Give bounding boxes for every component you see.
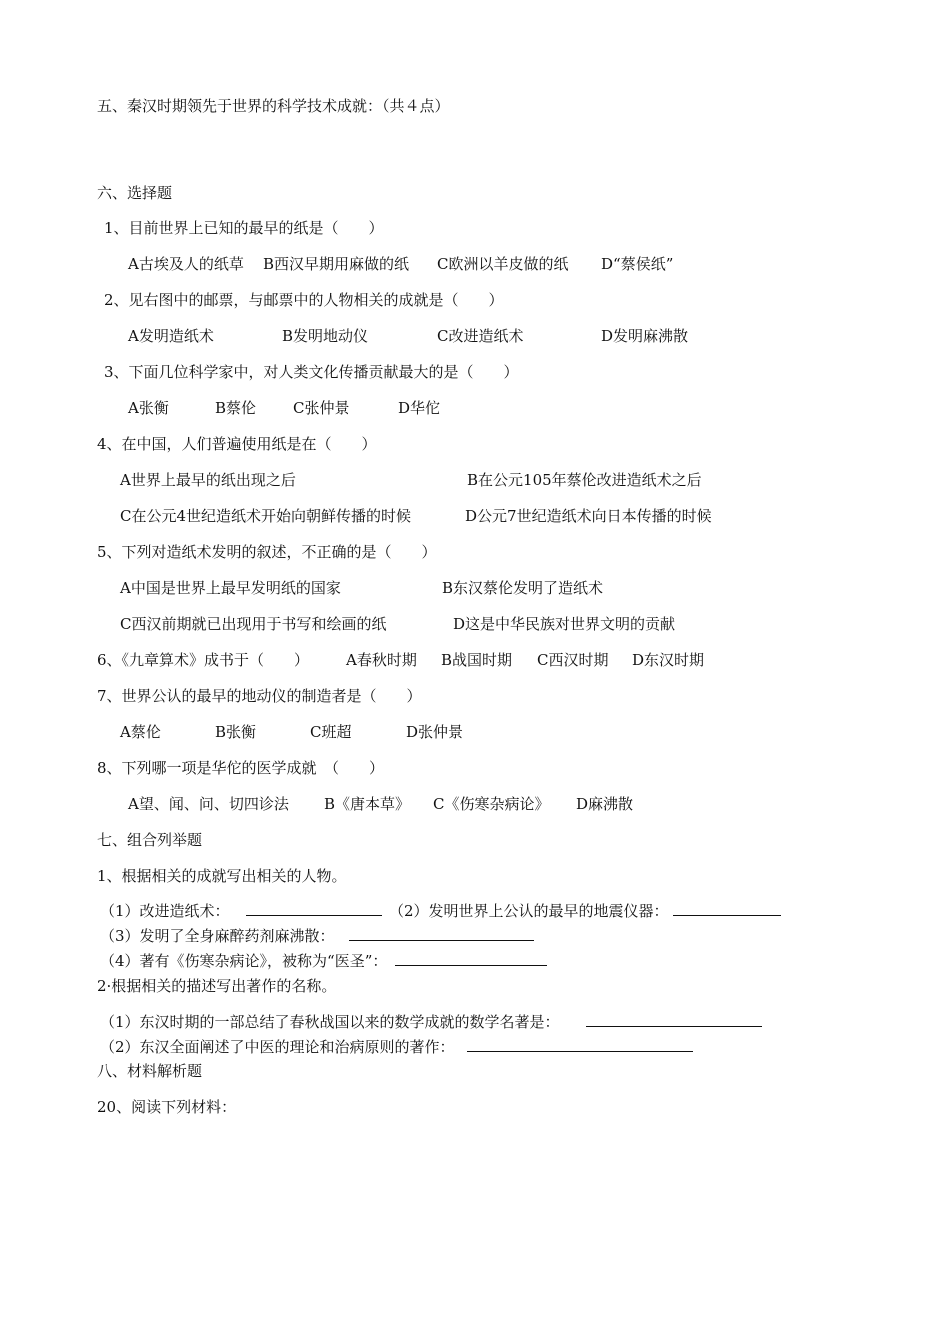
q4-option-d: D公元7世纪造纸术向日本传播的时候 <box>465 507 712 525</box>
q5-option-c: C西汉前期就已出现用于书写和绘画的纸 <box>120 615 387 633</box>
section-7-heading: 七、组合列举题 <box>97 831 203 849</box>
answer-blank[interactable] <box>586 1012 762 1027</box>
section-8-heading: 八、材料解析题 <box>97 1062 203 1080</box>
part1-title: 1、根据相关的成就写出相关的人物。 <box>97 867 347 885</box>
answer-blank[interactable] <box>673 901 781 916</box>
q3-option-a: A张衡 <box>128 399 169 417</box>
q5-option-a: A中国是世界上最早发明纸的国家 <box>120 579 341 597</box>
answer-blank[interactable] <box>467 1037 693 1052</box>
q2-stem: 2、见右图中的邮票，与邮票中的人物相关的成就是（ ） <box>104 291 504 309</box>
part1-item-3 <box>100 926 534 946</box>
q7-option-c: C班超 <box>310 723 352 741</box>
answer-blank[interactable] <box>395 951 547 966</box>
question-20: 20、阅读下列材料： <box>97 1098 237 1116</box>
part1-item-4 <box>100 951 547 971</box>
q3-option-d: D华佗 <box>398 399 441 417</box>
part1-item-2-label: （2）发明世界上公认的最早的地震仪器： <box>389 902 669 920</box>
part2-item-2 <box>100 1037 693 1057</box>
q8-option-d: D麻沸散 <box>576 795 634 813</box>
section-6-heading: 六、选择题 <box>97 184 173 202</box>
part2-item-1 <box>100 1012 762 1032</box>
q6-option-c: C西汉时期 <box>537 651 609 669</box>
q3-option-b: B蔡伦 <box>215 399 257 417</box>
q5-option-d: D这是中华民族对世界文明的贡献 <box>453 615 676 633</box>
q6-option-d: D东汉时期 <box>632 651 705 669</box>
section-5-heading: 五、秦汉时期领先于世界的科学技术成就：（共４点） <box>97 97 450 115</box>
q7-option-b: B张衡 <box>215 723 257 741</box>
q1-stem: 1、目前世界上已知的最早的纸是（ ） <box>104 219 384 237</box>
q8-stem: 8、下列哪一项是华佗的医学成就 （ ） <box>97 759 385 777</box>
part1-item-2 <box>389 901 781 921</box>
q7-option-d: D张仲景 <box>406 723 464 741</box>
q8-option-a: A望、闻、问、切四诊法 <box>128 795 289 813</box>
part1-item-1-label: （1）改进造纸术： <box>100 902 230 920</box>
answer-blank[interactable] <box>349 926 534 941</box>
q6-option-a: A春秋时期 <box>346 651 417 669</box>
q4-option-a: A世界上最早的纸出现之后 <box>120 471 296 489</box>
q7-option-a: A蔡伦 <box>120 723 161 741</box>
q4-option-b: B在公元105年蔡伦改进造纸术之后 <box>467 471 702 489</box>
q2-option-c: C改进造纸术 <box>437 327 524 345</box>
q3-option-c: C张仲景 <box>293 399 350 417</box>
answer-blank[interactable] <box>246 901 382 916</box>
part1-item-1 <box>100 901 382 921</box>
part2-item-1-label: （1）东汉时期的一部总结了春秋战国以来的数学成就的数学名著是： <box>100 1013 560 1031</box>
q7-stem: 7、世界公认的最早的地动仪的制造者是（ ） <box>97 687 422 705</box>
q8-option-b: B《唐本草》 <box>324 795 411 813</box>
q4-option-c: C在公元4世纪造纸术开始向朝鲜传播的时候 <box>120 507 412 525</box>
q1-option-a: A古埃及人的纸草 <box>128 255 244 273</box>
q1-option-d: D“蔡侯纸” <box>601 255 674 273</box>
q2-option-d: D发明麻沸散 <box>601 327 689 345</box>
q8-option-c: C《伤寒杂病论》 <box>433 795 550 813</box>
part2-title: 2·根据相关的描述写出著作的名称。 <box>97 977 337 995</box>
part2-item-2-label: （2）东汉全面阐述了中医的理论和治病原则的著作： <box>100 1038 455 1056</box>
q3-stem: 3、下面几位科学家中，对人类文化传播贡献最大的是（ ） <box>104 363 519 381</box>
q1-option-c: C欧洲以羊皮做的纸 <box>437 255 569 273</box>
part1-item-3-label: （3）发明了全身麻醉药剂麻沸散： <box>100 927 335 945</box>
part1-item-4-label: （4）著有《伤寒杂病论》，被称为“医圣”： <box>100 952 388 970</box>
q4-stem: 4、在中国，人们普遍使用纸是在（ ） <box>97 435 377 453</box>
q6-option-b: B战国时期 <box>441 651 513 669</box>
q2-option-b: B发明地动仪 <box>282 327 369 345</box>
q1-option-b: B西汉早期用麻做的纸 <box>263 255 410 273</box>
q6-stem: 6、《九章算术》成书于（ ） <box>97 651 310 669</box>
q5-stem: 5、下列对造纸术发明的叙述，不正确的是（ ） <box>97 543 437 561</box>
q2-option-a: A发明造纸术 <box>128 327 214 345</box>
q5-option-b: B东汉蔡伦发明了造纸术 <box>442 579 604 597</box>
